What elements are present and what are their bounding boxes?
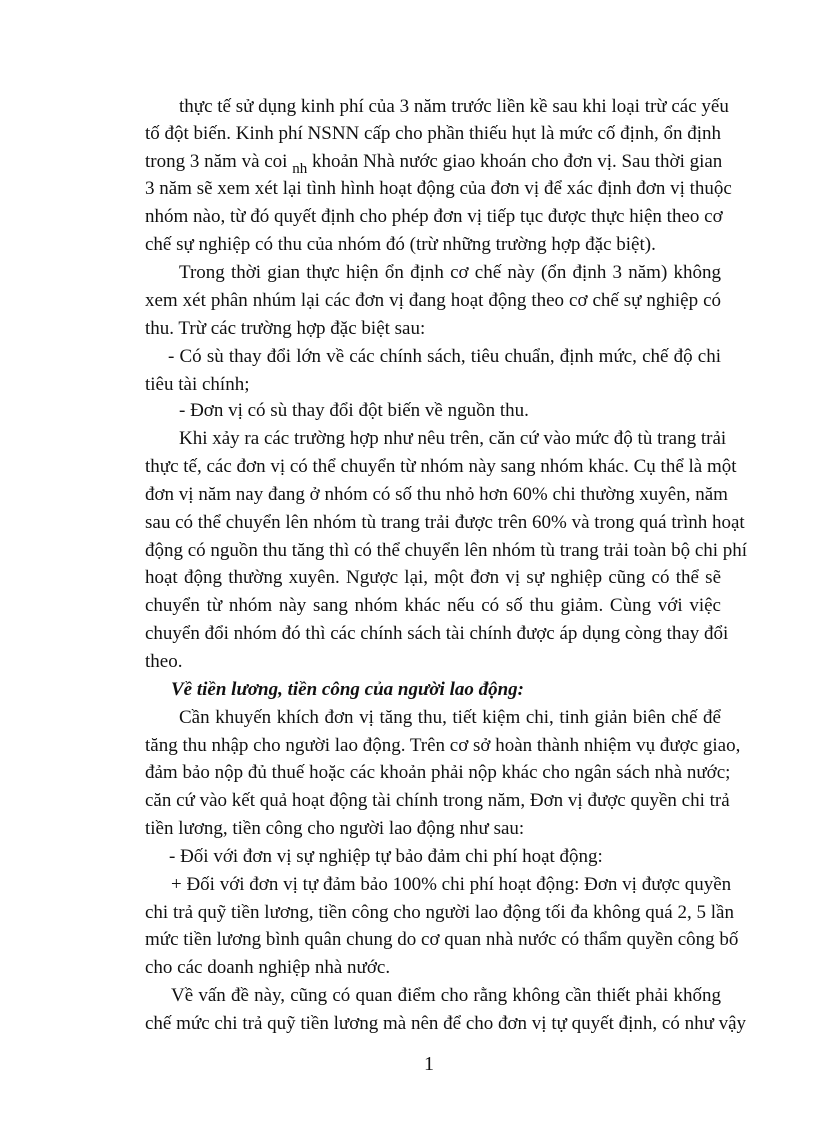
text-fragment: khoản Nhà nước giao khoán cho đơn vị. Sau thời gian xyxy=(311,151,723,172)
text-line: + Đối với đơn vị tự đảm bảo 100% chi phí hoạt động: Đơn vị được quyền xyxy=(171,874,732,895)
text-line: mức tiền lương bình quân chung do cơ quan nhà nước có thẩm quyền công bố xyxy=(145,929,739,950)
text-line: Khi xảy ra các trường hợp như nêu trên, căn cứ vào mức độ tù trang trải xyxy=(179,428,727,449)
text-line: chế mức chi trả quỹ tiền lương mà nên để cho đơn vị tự quyết định, có như vậy xyxy=(145,1013,747,1034)
subscript-fragment: nh xyxy=(292,161,308,177)
text-line: - Đơn vị có sù thay đổi đột biến về nguồn thu. xyxy=(179,400,529,421)
text-line: động có nguồn thu tăng thì có thể chuyển lên nhóm tù trang trải toàn bộ chi phí xyxy=(145,540,748,561)
page-number: 1 xyxy=(424,1053,434,1075)
text-line: Trong thời gian thực hiện ổn định cơ chế này (ổn định 3 năm) không xyxy=(179,262,721,283)
text-line: chế sự nghiệp có thu của nhóm đó (trừ những trường hợp đặc biệt). xyxy=(145,234,656,255)
text-line: thu. Trừ các trường hợp đặc biệt sau: xyxy=(145,318,426,339)
text-line: Về vấn đề này, cũng có quan điểm cho rằng không cần thiết phải khống xyxy=(171,985,721,1006)
text-line: đảm bảo nộp đủ thuế hoặc các khoản phải nộp khác cho ngân sách nhà nước; xyxy=(145,762,731,783)
section-heading: Về tiền lương, tiền công của người lao động: xyxy=(171,679,524,700)
text-line xyxy=(145,150,723,177)
text-fragment: trong 3 năm và coi xyxy=(145,151,288,172)
text-line: 3 năm sẽ xem xét lại tình hình hoạt động của đơn vị để xác định đơn vị thuộc xyxy=(145,178,732,199)
text-line: chi trả quỹ tiền lương, tiền công cho người lao động tối đa không quá 2, 5 lần xyxy=(145,902,734,923)
text-line: - Có sù thay đổi lớn về các chính sách, tiêu chuẩn, định mức, chế độ chi xyxy=(168,346,721,367)
text-line: xem xét phân nhúm lại các đơn vị đang hoạt động theo cơ chế sự nghiệp có xyxy=(145,290,721,311)
text-line: chuyển đổi nhóm đó thì các chính sách tài chính được áp dụng còng thay đổi xyxy=(145,623,729,644)
text-line: nhóm nào, từ đó quyết định cho phép đơn vị tiếp tục được thực hiện theo cơ xyxy=(145,206,723,227)
text-line: chuyển từ nhóm này sang nhóm khác nếu có số thu giảm. Cùng với việc xyxy=(145,595,721,616)
text-line: - Đối với đơn vị sự nghiệp tự bảo đảm chi phí hoạt động: xyxy=(169,846,603,867)
text-line: căn cứ vào kết quả hoạt động tài chính trong năm, Đơn vị được quyền chi trả xyxy=(145,790,730,811)
text-line: tố đột biến. Kinh phí NSNN cấp cho phần thiếu hụt là mức cố định, ổn định xyxy=(145,123,721,144)
text-line: tiêu tài chính; xyxy=(145,374,250,395)
text-line: theo. xyxy=(145,651,183,672)
text-line: tiền lương, tiền công cho người lao động như sau: xyxy=(145,818,525,839)
text-line: tăng thu nhập cho người lao động. Trên cơ sở hoàn thành nhiệm vụ được giao, xyxy=(145,735,741,756)
text-line: đơn vị năm nay đang ở nhóm có số thu nhỏ hơn 60% chi thường xuyên, năm xyxy=(145,484,728,505)
text-line: cho các doanh nghiệp nhà nước. xyxy=(145,957,391,978)
text-line: thực tế, các đơn vị có thể chuyển từ nhóm này sang nhóm khác. Cụ thể là một xyxy=(145,456,737,477)
text-line: thực tế sử dụng kinh phí của 3 năm trước liền kề sau khi loại trừ các yếu xyxy=(179,96,729,117)
text-line: sau có thể chuyển lên nhóm tù trang trải được trên 60% và trong quá trình hoạt xyxy=(145,512,745,533)
text-line: hoạt động thường xuyên. Ngược lại, một đơn vị sự nghiệp cũng có thể sẽ xyxy=(145,567,721,588)
text-line: Cần khuyến khích đơn vị tăng thu, tiết kiệm chi, tinh giản biên chế để xyxy=(179,707,721,728)
